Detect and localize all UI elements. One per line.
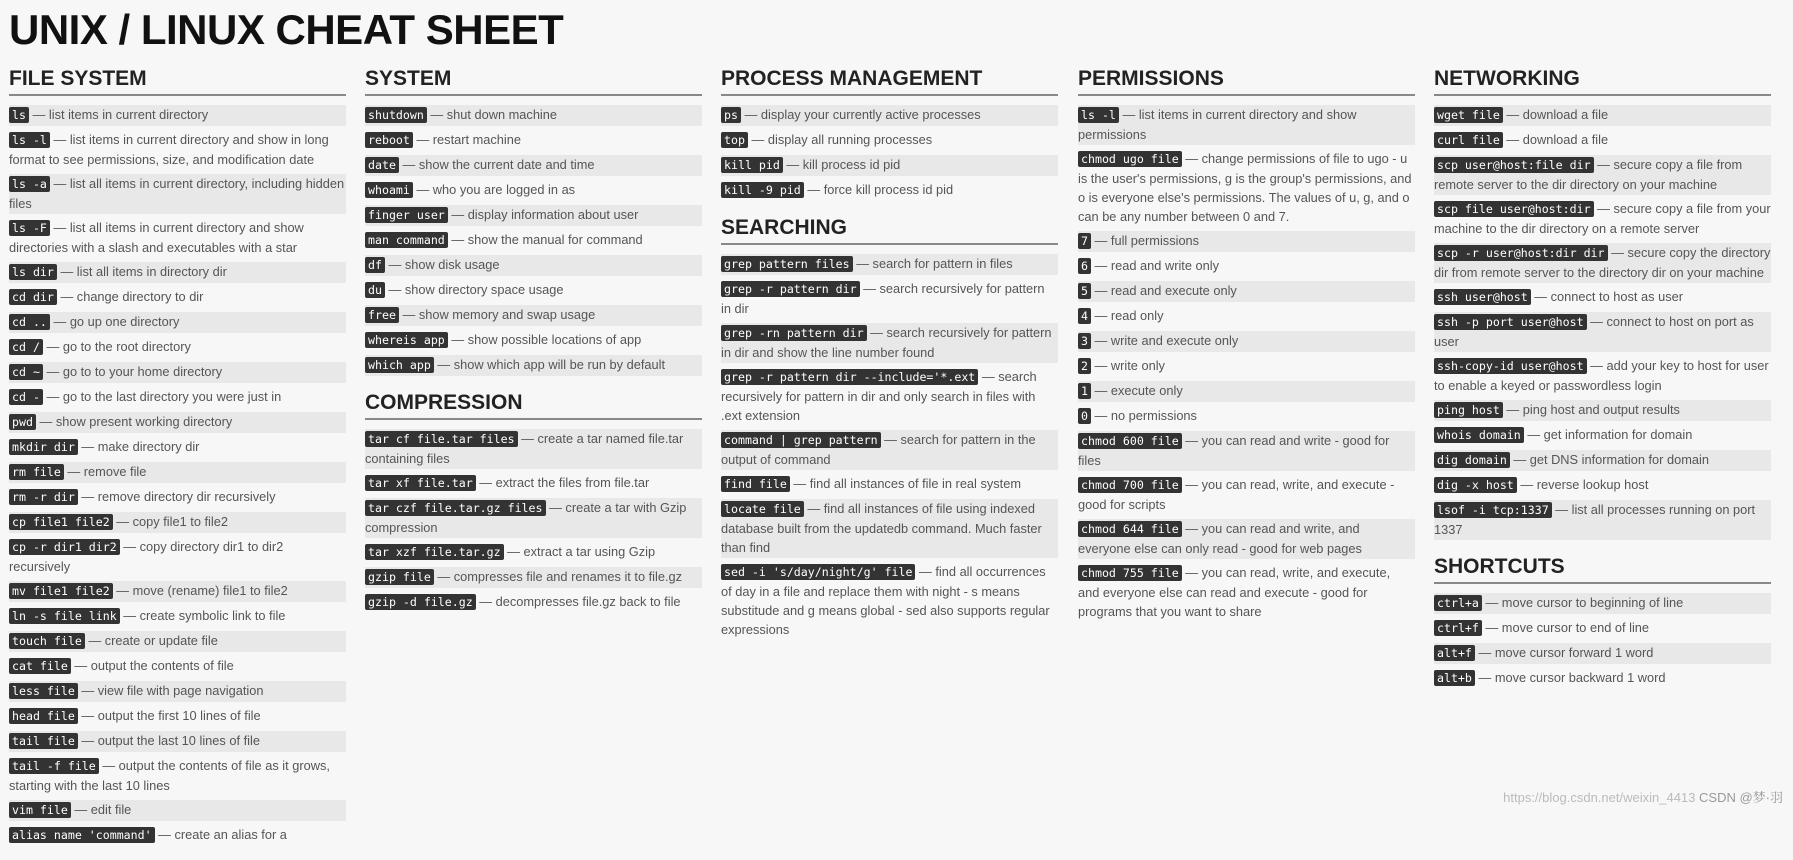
command-code: scp user@host:file dir	[1434, 157, 1594, 173]
section-title: FILE SYSTEM	[9, 66, 346, 96]
command-code: scp -r user@host:dir dir	[1434, 245, 1608, 261]
command-code: ls -l	[1078, 107, 1119, 123]
command-code: 5	[1078, 283, 1091, 299]
cheat-row	[1434, 593, 1771, 614]
cheat-row	[1078, 563, 1415, 622]
cheat-row	[1434, 287, 1771, 308]
cheat-row	[9, 362, 346, 383]
cheat-row	[1434, 425, 1771, 446]
cheat-row	[365, 498, 702, 538]
section-system	[365, 66, 702, 376]
command-description: — search recursively for pattern in dir and only search in files with .ext extension	[721, 369, 1037, 423]
cheat-row	[365, 429, 702, 469]
cheat-row	[365, 542, 702, 563]
command-code: 2	[1078, 358, 1091, 374]
command-description: — add your key to host for user to enable a keyed or passwordless login	[1434, 358, 1769, 393]
command-code: reboot	[365, 132, 413, 148]
cheat-row	[9, 731, 346, 752]
cheat-row	[1434, 475, 1771, 496]
column-2	[365, 66, 702, 627]
command-description: — display all running processes	[747, 132, 933, 147]
command-description: — edit file	[70, 802, 132, 817]
command-code: dig -x host	[1434, 477, 1517, 493]
command-code: gzip -d file.gz	[365, 594, 476, 610]
cheat-row	[1434, 618, 1771, 639]
command-code: 6	[1078, 258, 1091, 274]
cheat-row	[365, 105, 702, 126]
command-code: kill pid	[721, 157, 783, 173]
command-code: man command	[365, 232, 448, 248]
command-code: mv file1 file2	[9, 583, 113, 599]
command-code: gzip file	[365, 569, 434, 585]
command-code: ctrl+f	[1434, 620, 1482, 636]
command-description: — move cursor to beginning of line	[1481, 595, 1684, 610]
cheat-row	[365, 130, 702, 151]
command-code: pwd	[9, 414, 36, 430]
command-code: dig domain	[1434, 452, 1510, 468]
cheat-row	[1434, 312, 1771, 352]
command-description: — show present working directory	[35, 414, 233, 429]
command-code: tar czf file.tar.gz files	[365, 500, 546, 516]
command-description: — list items in current directory and show permissions	[1078, 107, 1357, 142]
command-code: chmod 644 file	[1078, 521, 1182, 537]
command-description: — display your currently active processes	[740, 107, 981, 122]
section-title: SYSTEM	[365, 66, 702, 96]
cheat-row	[365, 255, 702, 276]
command-description: — search for pattern in the output of command	[721, 432, 1036, 467]
cheat-row	[9, 218, 346, 258]
cheat-row	[365, 230, 702, 251]
command-description: — you can read, write, and execute - good for scripts	[1078, 477, 1395, 512]
command-description: — show which app will be run by default	[433, 357, 666, 372]
page-title: UNIX / LINUX CHEAT SHEET	[9, 6, 564, 53]
command-description: — read and write only	[1090, 258, 1220, 273]
command-code: cd dir	[9, 289, 57, 305]
command-code: whois domain	[1434, 427, 1524, 443]
cheat-row	[1078, 519, 1415, 559]
command-code: find file	[721, 476, 790, 492]
cheat-row	[721, 155, 1058, 176]
command-description: — connect to host as user	[1530, 289, 1683, 304]
command-description: — write only	[1090, 358, 1165, 373]
cheat-row	[1434, 199, 1771, 239]
command-code: whoami	[365, 182, 413, 198]
cheat-row	[721, 430, 1058, 470]
command-code: finger user	[365, 207, 448, 223]
command-code: tar xzf file.tar.gz	[365, 544, 504, 560]
cheat-row	[9, 412, 346, 433]
command-code: ssh-copy-id user@host	[1434, 358, 1587, 374]
cheat-row	[9, 312, 346, 333]
command-code: 0	[1078, 408, 1091, 424]
command-code: ls -a	[9, 176, 50, 192]
cheat-row	[9, 825, 346, 846]
cheat-row	[365, 305, 702, 326]
command-description: — remove file	[63, 464, 147, 479]
command-description: — find all instances of file in real system	[789, 476, 1021, 491]
command-code: cat file	[9, 658, 71, 674]
cheat-row	[721, 323, 1058, 363]
command-code: top	[721, 132, 748, 148]
section-compression	[365, 390, 702, 613]
command-description: — decompresses file.gz back to file	[475, 594, 681, 609]
cheat-row	[1078, 256, 1415, 277]
section-shortcuts	[1434, 554, 1771, 689]
command-code: grep -r pattern dir --include='*.ext	[721, 369, 978, 385]
cheat-row	[9, 537, 346, 577]
section-process-management	[721, 66, 1058, 201]
cheat-row	[1078, 149, 1415, 227]
command-description: — full permissions	[1090, 233, 1200, 248]
command-description: — find all instances of file using indexed database built from the updatedb command. Much faster than find	[721, 501, 1042, 555]
command-code: less file	[9, 683, 78, 699]
cheat-row	[721, 474, 1058, 495]
command-code: touch file	[9, 633, 85, 649]
command-code: which app	[365, 357, 434, 373]
command-description: — search recursively for pattern in dir and show the line number found	[721, 325, 1052, 360]
cheat-row	[9, 631, 346, 652]
section-title: COMPRESSION	[365, 390, 702, 420]
command-description: — read and execute only	[1090, 283, 1237, 298]
command-description: — create a tar named file.tar containing files	[365, 431, 684, 466]
column-3	[721, 66, 1058, 654]
command-description: — list all items in directory dir	[56, 264, 227, 279]
command-description: — kill process id pid	[782, 157, 901, 172]
command-description: — force kill process id pid	[803, 182, 954, 197]
command-code: cd /	[9, 339, 43, 355]
command-code: 1	[1078, 383, 1091, 399]
command-code: grep -rn pattern dir	[721, 325, 867, 341]
command-description: — go to the root directory	[42, 339, 191, 354]
command-code: 7	[1078, 233, 1091, 249]
command-code: chmod 700 file	[1078, 477, 1182, 493]
cheat-row	[9, 130, 346, 170]
command-code: head file	[9, 708, 78, 724]
cheat-row	[1434, 643, 1771, 664]
command-description: — create symbolic link to file	[119, 608, 286, 623]
command-description: — change permissions of file to ugo - u is the user's permissions, g is the group's permissions, and o is everyone else's permissions. The values of u, g, and o can be any number between 0 and 7.	[1078, 151, 1412, 224]
command-code: df	[365, 257, 385, 273]
cheat-row	[721, 367, 1058, 426]
command-description: — copy directory dir1 to dir2 recursively	[9, 539, 284, 574]
command-code: du	[365, 282, 385, 298]
command-code: sed -i 's/day/night/g' file	[721, 564, 915, 580]
command-description: — copy file1 to file2	[112, 514, 228, 529]
cheat-row	[365, 155, 702, 176]
cheat-row	[1078, 306, 1415, 327]
command-code: vim file	[9, 802, 71, 818]
cheat-row	[1078, 381, 1415, 402]
command-description: — go up one directory	[49, 314, 180, 329]
command-description: — download a file	[1502, 107, 1609, 122]
command-code: whereis app	[365, 332, 448, 348]
section-networking	[1434, 66, 1771, 540]
cheat-row	[1078, 105, 1415, 145]
cheat-row	[9, 581, 346, 602]
cheat-row	[365, 473, 702, 494]
command-description: — remove directory dir recursively	[77, 489, 276, 504]
cheat-row	[9, 487, 346, 508]
command-description: — make directory dir	[77, 439, 200, 454]
command-code: free	[365, 307, 399, 323]
cheat-row	[721, 562, 1058, 640]
command-code: tar cf file.tar files	[365, 431, 518, 447]
command-description: — list all processes running on port 1337	[1434, 502, 1756, 537]
command-code: ls	[9, 107, 29, 123]
cheat-row	[1434, 450, 1771, 471]
command-code: alt+f	[1434, 645, 1475, 661]
command-code: cp -r dir1 dir2	[9, 539, 120, 555]
cheat-row	[9, 800, 346, 821]
cheat-row	[9, 462, 346, 483]
command-description: — secure copy a file from your machine to the dir directory on a remote server	[1434, 201, 1771, 236]
column-4	[1078, 66, 1415, 636]
cheat-row	[721, 180, 1058, 201]
command-code: tail -f file	[9, 758, 99, 774]
cheat-row	[365, 205, 702, 226]
command-description: — execute only	[1090, 383, 1183, 398]
command-code: wget file	[1434, 107, 1503, 123]
command-description: — move (rename) file1 to file2	[112, 583, 288, 598]
command-description: — search recursively for pattern in dir	[721, 281, 1045, 316]
command-code: ls dir	[9, 264, 57, 280]
section-title: PERMISSIONS	[1078, 66, 1415, 96]
command-description: — move cursor forward 1 word	[1474, 645, 1654, 660]
command-description: — list all items in current directory, including hidden files	[9, 176, 345, 211]
command-code: cd ~	[9, 364, 43, 380]
command-description: — extract the files from file.tar	[475, 475, 650, 490]
command-code: alias name 'command'	[9, 827, 155, 843]
command-description: — output the first 10 lines of file	[77, 708, 261, 723]
cheat-row	[9, 287, 346, 308]
command-code: curl file	[1434, 132, 1503, 148]
command-description: — list items in current directory and show in long format to see permissions, size, and modification date	[9, 132, 329, 167]
command-description: — show possible locations of app	[447, 332, 642, 347]
command-code: ls -F	[9, 220, 50, 236]
command-code: kill -9 pid	[721, 182, 804, 198]
section-title: NETWORKING	[1434, 66, 1771, 96]
cheat-row	[365, 330, 702, 351]
cheat-row	[9, 387, 346, 408]
command-description: — output the contents of file	[70, 658, 234, 673]
cheat-row	[1434, 130, 1771, 151]
cheat-row	[9, 437, 346, 458]
section-title: SHORTCUTS	[1434, 554, 1771, 584]
command-description: — extract a tar using Gzip	[503, 544, 656, 559]
command-code: ssh user@host	[1434, 289, 1531, 305]
command-code: chmod ugo file	[1078, 151, 1182, 167]
cheat-row	[1078, 406, 1415, 427]
command-description: — create an alias for a	[154, 827, 287, 842]
command-description: — search for pattern in files	[852, 256, 1013, 271]
command-description: — output the last 10 lines of file	[77, 733, 260, 748]
command-code: ctrl+a	[1434, 595, 1482, 611]
command-description: — show the current date and time	[398, 157, 595, 172]
command-description: — no permissions	[1090, 408, 1197, 423]
command-code: rm file	[9, 464, 64, 480]
cheat-row	[721, 254, 1058, 275]
command-code: 3	[1078, 333, 1091, 349]
command-description: — write and execute only	[1090, 333, 1239, 348]
command-description: — download a file	[1502, 132, 1609, 147]
command-description: — output the contents of file as it grows, starting with the last 10 lines	[9, 758, 330, 793]
command-description: — list all items in current directory and show directories with a slash and executables with a star	[9, 220, 304, 255]
section-file-system	[9, 66, 346, 846]
command-description: — view file with page navigation	[77, 683, 264, 698]
section-title: PROCESS MANAGEMENT	[721, 66, 1058, 96]
command-code: shutdown	[365, 107, 427, 123]
command-description: — you can read and write, and everyone else can only read - good for web pages	[1078, 521, 1362, 556]
command-description: — show the manual for command	[447, 232, 643, 247]
cheat-row	[9, 105, 346, 126]
command-description: — move cursor backward 1 word	[1474, 670, 1666, 685]
cheat-row	[1078, 356, 1415, 377]
command-description: — show memory and swap usage	[398, 307, 596, 322]
command-description: — who you are logged in as	[412, 182, 576, 197]
command-code: tar xf file.tar	[365, 475, 476, 491]
cheat-row	[1434, 243, 1771, 283]
command-code: cd -	[9, 389, 43, 405]
command-code: tail file	[9, 733, 78, 749]
cheat-row	[9, 174, 346, 214]
command-description: — get DNS information for domain	[1509, 452, 1709, 467]
cheat-row	[9, 337, 346, 358]
command-description: — move cursor to end of line	[1481, 620, 1650, 635]
command-description: — compresses file and renames it to file.gz	[433, 569, 683, 584]
command-description: — create or update file	[84, 633, 218, 648]
cheat-row	[1078, 331, 1415, 352]
watermark	[1503, 787, 1783, 806]
cheat-row	[365, 592, 702, 613]
cheat-row	[9, 656, 346, 677]
cheat-row	[1434, 400, 1771, 421]
cheat-row	[9, 706, 346, 727]
command-description: — change directory to dir	[56, 289, 204, 304]
cheat-row	[1078, 431, 1415, 471]
section-permissions	[1078, 66, 1415, 622]
command-description: — go to the last directory you were just in	[42, 389, 282, 404]
command-description: — you can read and write - good for files	[1078, 433, 1390, 468]
command-code: alt+b	[1434, 670, 1475, 686]
column-5	[1434, 66, 1771, 703]
command-description: — shut down machine	[426, 107, 558, 122]
command-description: — you can read, write, and execute, and everyone else can read and execute - good for programs that you want to share	[1078, 565, 1391, 619]
watermark-url: https://blog.csdn.net/weixin_4413	[1503, 790, 1696, 805]
cheat-row	[1078, 281, 1415, 302]
cheat-row	[365, 355, 702, 376]
cheat-row	[721, 499, 1058, 558]
cheat-row	[9, 512, 346, 533]
command-code: rm -r dir	[9, 489, 78, 505]
cheat-row	[1434, 500, 1771, 540]
command-description: — secure copy a file from remote server to the dir directory on your machine	[1434, 157, 1743, 192]
cheat-row	[9, 756, 346, 796]
cheat-row	[721, 279, 1058, 319]
command-code: cp file1 file2	[9, 514, 113, 530]
cheat-row	[9, 681, 346, 702]
command-code: locate file	[721, 501, 804, 517]
cheat-row	[1078, 475, 1415, 515]
command-code: chmod 755 file	[1078, 565, 1182, 581]
command-description: — connect to host on port as user	[1434, 314, 1754, 349]
command-description: — show disk usage	[384, 257, 500, 272]
section-searching	[721, 215, 1058, 640]
cheat-row	[9, 606, 346, 627]
cheat-row	[721, 105, 1058, 126]
command-code: date	[365, 157, 399, 173]
command-code: command | grep pattern	[721, 432, 881, 448]
command-description: — list items in current directory	[28, 107, 209, 122]
command-code: ln -s file link	[9, 608, 120, 624]
command-code: grep -r pattern dir	[721, 281, 860, 297]
command-description: — read only	[1090, 308, 1164, 323]
cheat-row	[365, 180, 702, 201]
column-1	[9, 66, 346, 860]
cheat-row	[365, 280, 702, 301]
watermark-author: CSDN @梦·羽	[1699, 790, 1783, 805]
command-code: ps	[721, 107, 741, 123]
command-code: ls -l	[9, 132, 50, 148]
command-description: — display information about user	[447, 207, 639, 222]
cheat-row	[1434, 155, 1771, 195]
command-code: ssh -p port user@host	[1434, 314, 1587, 330]
command-description: — reverse lookup host	[1516, 477, 1649, 492]
command-code: scp file user@host:dir	[1434, 201, 1594, 217]
command-code: cd ..	[9, 314, 50, 330]
command-description: — get information for domain	[1523, 427, 1693, 442]
command-description: — restart machine	[412, 132, 521, 147]
section-title: SEARCHING	[721, 215, 1058, 245]
cheat-row	[1078, 231, 1415, 252]
command-description: — create a tar with Gzip compression	[365, 500, 687, 535]
command-description: — go to to your home directory	[42, 364, 223, 379]
command-code: 4	[1078, 308, 1091, 324]
command-description: — show directory space usage	[384, 282, 564, 297]
command-code: lsof -i tcp:1337	[1434, 502, 1552, 518]
cheat-row	[365, 567, 702, 588]
cheat-row	[1434, 105, 1771, 126]
command-code: chmod 600 file	[1078, 433, 1182, 449]
command-code: grep pattern files	[721, 256, 853, 272]
command-description: — secure copy the directory dir from remote server to the directory dir on your machine	[1434, 245, 1771, 280]
cheat-row	[9, 262, 346, 283]
cheat-row	[721, 130, 1058, 151]
command-code: ping host	[1434, 402, 1503, 418]
cheat-row	[1434, 668, 1771, 689]
command-code: mkdir dir	[9, 439, 78, 455]
command-description: — ping host and output results	[1502, 402, 1680, 417]
cheat-row	[1434, 356, 1771, 396]
command-description: — find all occurrences of day in a file and replace them with night - s means substitude and g means global - sed also supports regular expressions	[721, 564, 1050, 637]
